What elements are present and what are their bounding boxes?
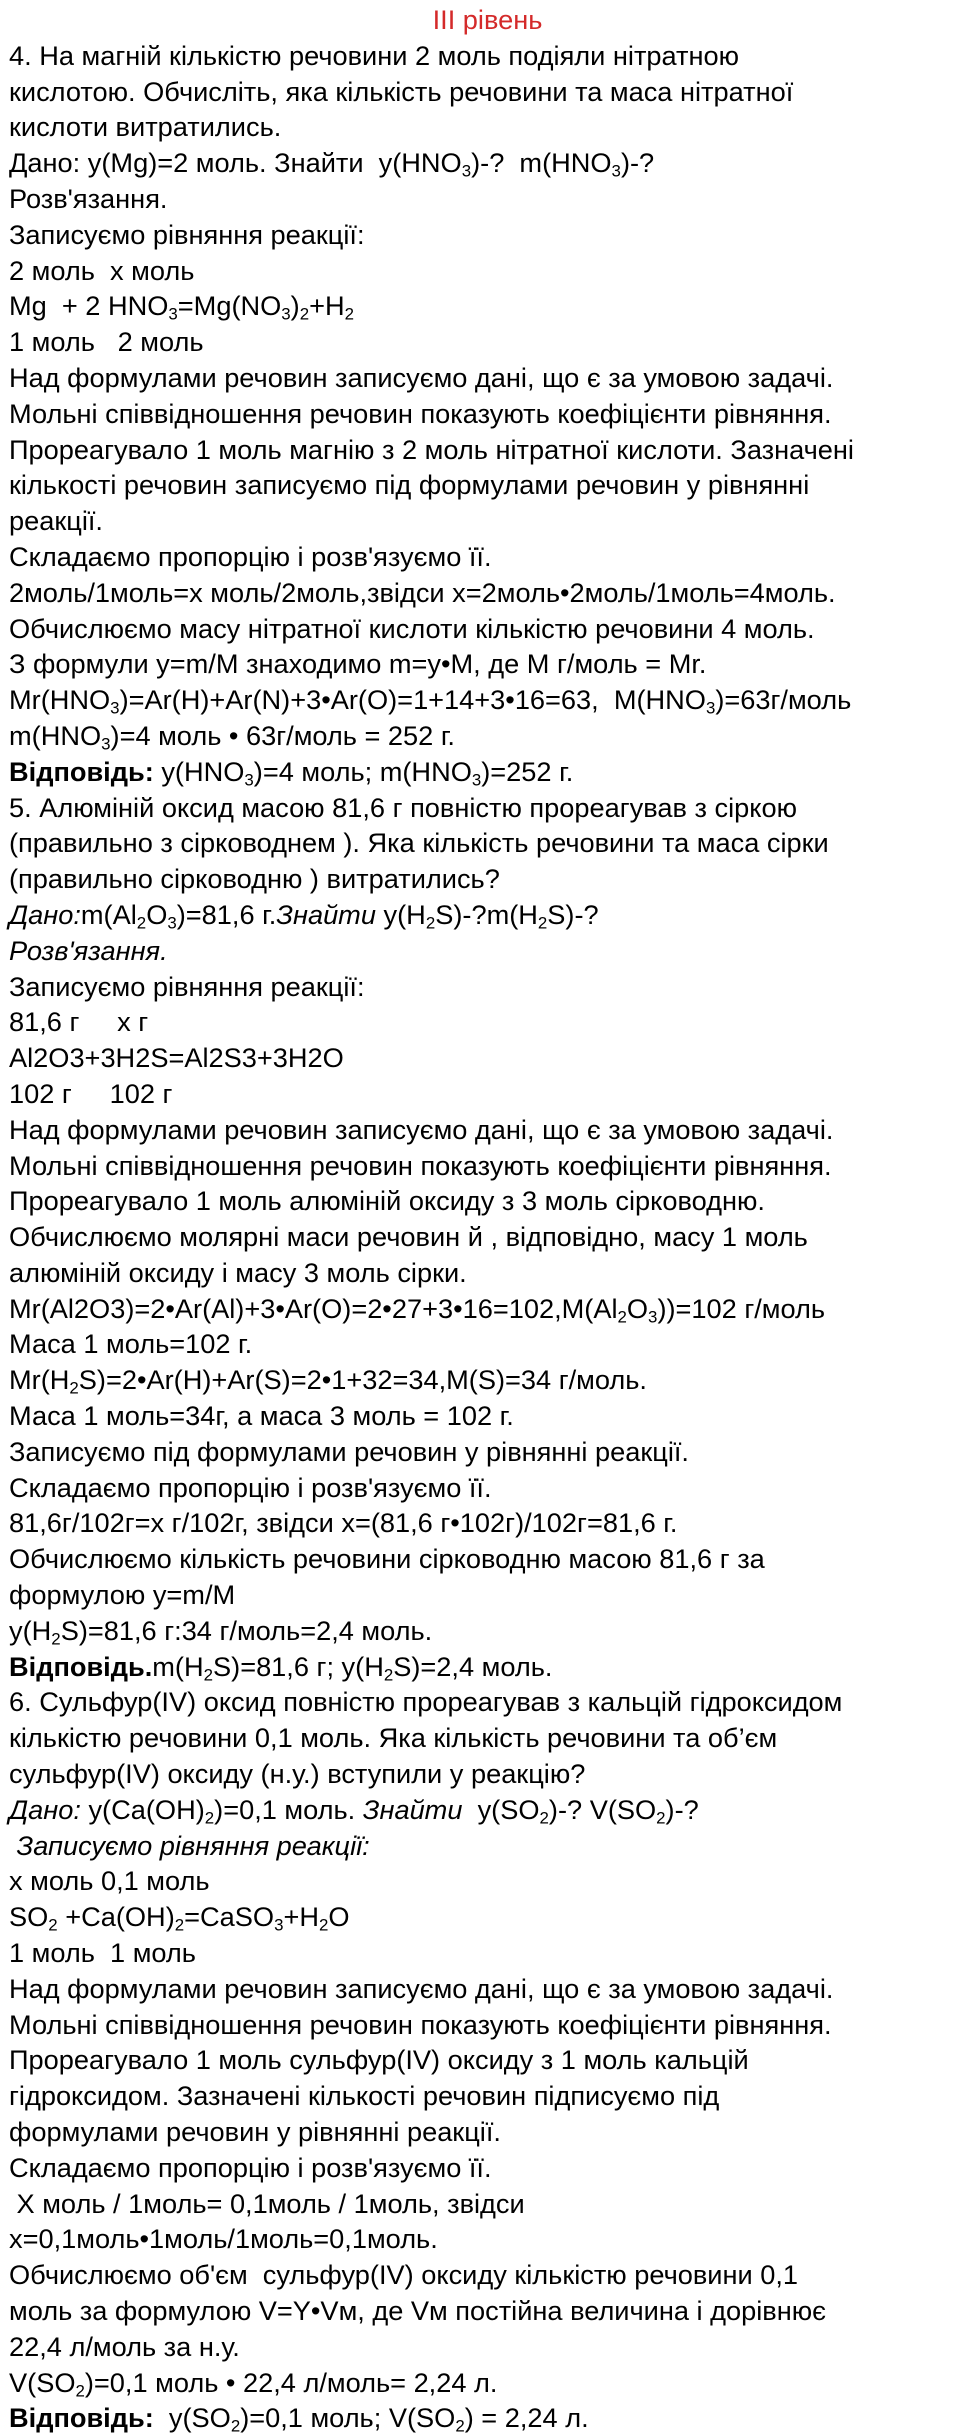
text-run: 81,6 г x г — [9, 1006, 149, 1038]
text-run: (правильно сірководню ) витратились? — [9, 863, 500, 895]
text-run: гідроксидом. Зазначені кількості речовин підписуємо під — [9, 2080, 720, 2112]
text-run: Складаємо пропорцію і розв'язуємо її. — [9, 540, 492, 572]
text-run: Обчислюємо молярні маси речовин й , відповідно, масу 1 моль — [9, 1221, 808, 1253]
bold-label: Відповідь: — [9, 755, 154, 787]
subscript: 2 — [299, 305, 310, 325]
subscript: 3 — [101, 734, 111, 754]
subscript: 2 — [203, 1665, 213, 1685]
text-line — [9, 1326, 966, 1362]
text-line — [9, 1613, 966, 1649]
text-line — [9, 1362, 966, 1398]
text-line — [9, 1434, 966, 1470]
text-run: 102 г 102 г — [9, 1077, 173, 1109]
text-line — [9, 181, 966, 217]
text-line — [9, 1112, 966, 1148]
text-run: моль за формулою V=Y•Vм, де Vм постійна величина і дорівнює — [9, 2295, 826, 2326]
text-line — [9, 2221, 966, 2257]
subscript: 2 — [617, 1307, 627, 1327]
text-run: S)-?m(H — [435, 898, 538, 930]
text-run: )-? — [620, 147, 655, 179]
text-run: m(HNO — [9, 719, 102, 751]
text-run: Мольні співвідношення речовин показують коефіцієнти рівняння. — [9, 397, 832, 429]
subscript: 2 — [230, 2417, 241, 2436]
text-run: Дано: y(Mg)=2 моль. Знайти y(HNO — [9, 147, 462, 179]
text-line — [9, 646, 966, 682]
text-run: =CaSO — [184, 1901, 275, 1933]
subscript: 2 — [51, 1629, 61, 1649]
text-line — [9, 718, 966, 754]
text-line — [9, 253, 966, 289]
text-run: х=0,1моль•1моль/1моль=0,1моль. — [9, 2223, 438, 2255]
text-line — [9, 217, 966, 253]
text-run: O — [328, 1901, 350, 1933]
subscript: 2 — [537, 913, 548, 933]
subscript: 2 — [204, 1808, 215, 1828]
text-line — [9, 1828, 966, 1864]
subscript: 2 — [656, 1808, 666, 1828]
text-run: )-? — [665, 1793, 699, 1825]
text-line — [9, 109, 966, 145]
text-line — [9, 754, 966, 790]
text-line — [9, 2329, 966, 2365]
text-line — [9, 897, 966, 933]
text-line — [9, 1040, 966, 1076]
text-run: Х моль / 1моль= 0,1моль / 1моль, звідси — [9, 2187, 525, 2219]
text-run: ))=102 г/моль — [657, 1292, 826, 1324]
text-line — [9, 969, 966, 1005]
text-line — [9, 861, 966, 897]
text-run: )=Ar(H)+Ar(N)+3•Ar(O)=1+14+3•16=63, M(HNO — [119, 684, 706, 716]
text-line — [9, 539, 966, 575]
text-run: Складаємо пропорцію і розв'язуємо її. — [9, 2151, 492, 2183]
text-line — [9, 503, 966, 539]
text-run: y(H — [9, 1614, 52, 1646]
text-run: )-? m(HNO — [471, 147, 612, 179]
text-line — [9, 1720, 966, 1756]
italic-label: Знайти — [362, 1793, 463, 1825]
text-run: кислотою. Обчисліть, яка кількість речовини та маса нітратної — [9, 75, 794, 107]
subscript: 3 — [461, 161, 472, 181]
subscript: 2 — [75, 2381, 85, 2401]
text-line — [9, 1148, 966, 1184]
text-line — [9, 1076, 966, 1112]
text-run: +Ca(OH) — [57, 1901, 175, 1933]
text-line — [9, 145, 966, 181]
text-line — [9, 2400, 966, 2436]
bold-label: Відповідь: — [9, 2402, 154, 2434]
text-line — [9, 1219, 966, 1255]
text-run: =Mg(NO — [177, 290, 282, 322]
italic-label: Дано: — [9, 1793, 81, 1825]
text-run: y(Ca(OH) — [80, 1793, 205, 1825]
text-line — [9, 2042, 966, 2078]
text-run: сульфур(IV) оксиду (н.у.) вступили у реакцію? — [9, 1758, 586, 1790]
text-run: S)=81,6 г; y(H — [213, 1650, 384, 1682]
text-run: )=0,1 моль. — [214, 1793, 363, 1825]
text-run: Мольні співвідношення речовин показують коефіцієнти рівняння. — [9, 1149, 832, 1181]
text-line — [9, 2365, 966, 2401]
text-line — [9, 1505, 966, 1541]
text-run: реакції. — [9, 505, 103, 537]
text-line — [9, 288, 966, 324]
subscript: 2 — [174, 1915, 185, 1935]
text-line — [9, 360, 966, 396]
text-run: y(H — [375, 898, 426, 930]
text-run: +H — [309, 290, 345, 322]
text-line — [9, 682, 966, 718]
text-line — [9, 2078, 966, 2114]
text-run: m(Al — [80, 898, 137, 930]
text-run: 1 моль 1 моль — [9, 1937, 196, 1969]
text-run: )=0,1 моль; V(SO — [240, 2402, 456, 2434]
subscript: 2 — [539, 1808, 549, 1828]
text-line — [9, 2257, 966, 2293]
subscript: 2 — [318, 1915, 329, 1935]
subscript: 3 — [167, 913, 177, 933]
text-run: )=252 г. — [481, 755, 574, 787]
subscript: 3 — [274, 1915, 284, 1935]
text-line — [9, 1255, 966, 1291]
text-line — [9, 1291, 966, 1327]
text-line — [9, 74, 966, 110]
italic-label: Дано: — [9, 898, 81, 930]
text-run: y(SO — [462, 1793, 540, 1825]
level-title: III рівень — [432, 4, 543, 35]
text-run: 1 моль 2 моль — [9, 326, 204, 358]
text-run: Обчислюємо масу нітратної кислоти кількістю речовини 4 моль. — [9, 612, 815, 644]
subscript: 2 — [48, 1915, 58, 1935]
text-run: y(SO — [153, 2402, 231, 2434]
subscript: 3 — [110, 698, 120, 718]
text-line — [9, 1899, 966, 1935]
text-run: Mr(H — [9, 1364, 70, 1396]
text-line — [9, 2293, 966, 2329]
italic-label: Знайти — [276, 898, 376, 930]
text-run: 2 моль x моль — [9, 254, 195, 286]
text-line — [9, 1541, 966, 1577]
text-line — [9, 2186, 966, 2222]
text-run: Маса 1 моль=102 г. — [9, 1328, 253, 1360]
text-line — [9, 1684, 966, 1720]
text-line — [9, 1863, 966, 1899]
text-line — [9, 611, 966, 647]
text-line — [9, 1470, 966, 1506]
text-line — [9, 1756, 966, 1792]
text-run: Al2O3+3H2S=Al2S3+3H2O — [9, 1042, 344, 1074]
text-run: O — [626, 1292, 649, 1324]
text-run: формулами речовин у рівнянні реакції. — [9, 2116, 501, 2148]
subscript: 3 — [168, 305, 178, 325]
text-run: Mr(Al2O3)=2•Ar(Al)+3•Ar(O)=2•27+3•16=102,M(Al — [9, 1292, 618, 1324]
text-run: Над формулами речовин записуємо дані, що є за умовою задачі. — [9, 1113, 834, 1145]
text-run: Обчислюємо кількість речовини сірководню масою 81,6 г за — [9, 1543, 765, 1575]
text-run: )=0,1 моль • 22,4 л/моль= 2,24 л. — [84, 2366, 498, 2398]
text-run: ) = 2,24 л. — [464, 2402, 589, 2434]
text-run: )=4 моль; m(HNO — [253, 755, 472, 787]
text-run: +H — [283, 1901, 319, 1933]
text-line — [9, 2114, 966, 2150]
text-line — [9, 1935, 966, 1971]
text-run: х моль 0,1 моль — [9, 1865, 210, 1897]
text-run: З формули y=m/M знаходимо m=y•M, де M г/моль = Mr. — [9, 648, 707, 680]
document-body — [9, 38, 966, 2436]
text-line — [9, 467, 966, 503]
text-run: ) — [290, 290, 300, 322]
text-line — [9, 432, 966, 468]
text-run: Прореагувало 1 моль алюміній оксиду з 3 моль сірководню. — [9, 1185, 765, 1217]
bold-label: Відповідь. — [9, 1650, 153, 1682]
text-line — [9, 2007, 966, 2043]
subscript: 2 — [383, 1665, 394, 1685]
text-run: S)-? — [547, 898, 599, 930]
italic-label: Розв'язання. — [9, 934, 168, 966]
text-run: Mr(HNO — [9, 684, 111, 716]
italic-label: Записуємо рівняння реакції: — [9, 1829, 370, 1861]
text-run: Складаємо пропорцію і розв'язуємо її. — [9, 1471, 492, 1503]
subscript: 2 — [344, 305, 355, 325]
text-line — [9, 575, 966, 611]
text-line — [9, 1971, 966, 2007]
text-run: Прореагувало 1 моль сульфур(IV) оксиду з 1 моль кальцій — [9, 2044, 749, 2076]
text-run: S)=81,6 г:34 г/моль=2,4 моль. — [60, 1614, 433, 1646]
text-run: )=81,6 г. — [176, 898, 277, 930]
text-line — [9, 2150, 966, 2186]
text-run: S)=2•Ar(H)+Ar(S)=2•1+32=34,M(S)=34 г/моль. — [78, 1364, 647, 1396]
text-run: m(H — [152, 1650, 204, 1682]
text-run: 22,4 л/моль за н.у. — [9, 2330, 240, 2362]
text-line — [9, 825, 966, 861]
text-run: 4. На магній кількістю речовини 2 моль подіяли нітратною — [9, 39, 740, 71]
subscript: 2 — [455, 2417, 465, 2436]
text-run: 2моль/1моль=х моль/2моль,звідси х=2моль•2моль/1моль=4моль. — [9, 576, 836, 608]
text-run: 6. Сульфур(IV) оксид повністю прореагував з кальцій гідроксидом — [9, 1686, 843, 1718]
text-run: Обчислюємо об'єм сульфур(IV) оксиду кількістю речовини 0,1 — [9, 2259, 799, 2291]
text-run: кількістю речовини 0,1 моль. Яка кількість речовини та об’єм — [9, 1722, 778, 1754]
subscript: 3 — [705, 698, 716, 718]
text-line — [9, 1792, 966, 1828]
text-line — [9, 1004, 966, 1040]
text-run: алюміній оксиду і масу 3 моль сірки. — [9, 1256, 467, 1288]
text-line — [9, 396, 966, 432]
text-run: Маса 1 моль=34г, а маса 3 моль = 102 г. — [9, 1400, 514, 1432]
text-run: кількості речовин записуємо під формулами речовин у рівнянні — [9, 469, 810, 501]
subscript: 2 — [69, 1379, 79, 1398]
text-run: кислоти витратились. — [9, 111, 282, 143]
text-run: O — [146, 898, 168, 930]
text-run: Записуємо рівняння реакції: — [9, 970, 365, 1002]
text-line — [9, 1649, 966, 1685]
text-run: Записуємо рівняння реакції: — [9, 218, 365, 250]
text-run: (правильно з сірководнем ). Яка кількість речовини та маса сірки — [9, 827, 829, 859]
text-run: )=63г/моль — [715, 684, 852, 716]
text-run: )=4 моль • 63г/моль = 252 г. — [110, 719, 455, 751]
subscript: 3 — [611, 161, 621, 181]
text-line — [9, 1398, 966, 1434]
subscript: 2 — [425, 913, 436, 933]
text-run: y(HNO — [153, 755, 245, 787]
text-run: Над формулами речовин записуємо дані, що є за умовою задачі. — [9, 361, 834, 393]
text-run: 81,6г/102г=х г/102г, звідси х=(81,6 г•102г)/102г=81,6 г. — [9, 1507, 678, 1539]
text-line — [9, 1183, 966, 1219]
text-run: Прореагувало 1 моль магнію з 2 моль нітратної кислоти. Зазначені — [9, 433, 854, 465]
text-line — [9, 790, 966, 826]
text-run: Записуємо під формулами речовин у рівнянні реакції. — [9, 1435, 689, 1467]
text-run: 5. Алюміній оксид масою 81,6 г повністю прореагував з сіркою — [9, 791, 797, 823]
text-run: SO — [9, 1901, 49, 1933]
text-line — [9, 38, 966, 74]
text-line — [9, 324, 966, 360]
text-run: Мольні співвідношення речовин показують коефіцієнти рівняння. — [9, 2008, 832, 2040]
subscript: 3 — [281, 305, 291, 325]
subscript: 3 — [244, 770, 254, 790]
text-run: Розв'язання. — [9, 182, 168, 214]
text-line — [9, 1577, 966, 1613]
text-run: Над формулами речовин записуємо дані, що є за умовою задачі. — [9, 1972, 834, 2004]
text-line — [9, 933, 966, 969]
text-run: S)=2,4 моль. — [393, 1650, 553, 1682]
text-run: V(SO — [9, 2366, 76, 2398]
subscript: 3 — [648, 1307, 658, 1327]
text-run: Mg + 2 HNO — [9, 290, 169, 322]
subscript: 3 — [471, 770, 482, 790]
subscript: 2 — [136, 913, 147, 933]
text-run: формулою y=m/M — [9, 1579, 236, 1611]
text-run: )-? V(SO — [548, 1793, 657, 1825]
